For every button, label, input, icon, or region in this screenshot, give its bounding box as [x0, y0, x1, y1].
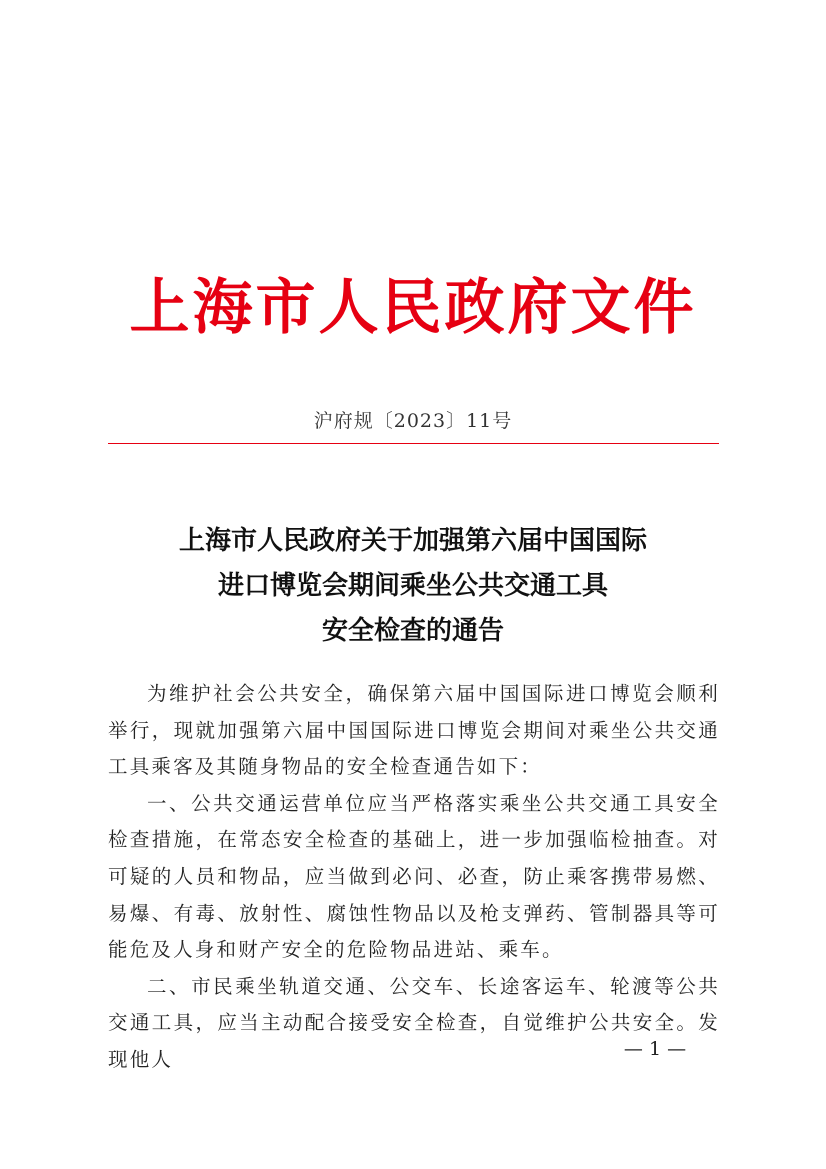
- red-divider-line: [108, 443, 719, 444]
- paragraph-intro: 为维护社会公共安全，确保第六届中国国际进口博览会顺利举行，现就加强第六届中国国际进口博览会期间对乘坐公共交通工具乘客及其随身物品的安全检查通告如下：: [108, 682, 720, 779]
- masthead-title: 上海市人民政府文件: [129, 273, 697, 343]
- document-number: 沪府规〔2023〕11号: [313, 410, 513, 432]
- page-number: — 1 —: [623, 1038, 687, 1060]
- paragraph-item-1: 一、公共交通运营单位应当严格落实乘坐公共交通工具安全检查措施，在常态安全检查的基础上，进一步加强临检抽查。对可疑的人员和物品，应当做到必问、必查，防止乘客携带易燃、易爆、有毒、放射性、腐蚀性物品以及枪支弹药、管制器具等可能危及人身和财产安全的危险物品进站、乘车。: [108, 791, 720, 962]
- notice-title-line-3: 安全检查的通告: [321, 616, 504, 646]
- notice-title: [0, 519, 826, 654]
- paragraph-item-2: 二、市民乘坐轨道交通、公交车、长途客运车、轮渡等公共交通工具，应当主动配合接受安全检查，自觉维护公共安全。发现他人: [108, 974, 720, 1071]
- notice-title-line-2: 进口博览会期间乘坐公共交通工具: [217, 571, 608, 601]
- notice-body: [108, 676, 720, 1079]
- notice-title-line-1: 上海市人民政府关于加强第六届中国国际: [178, 526, 647, 556]
